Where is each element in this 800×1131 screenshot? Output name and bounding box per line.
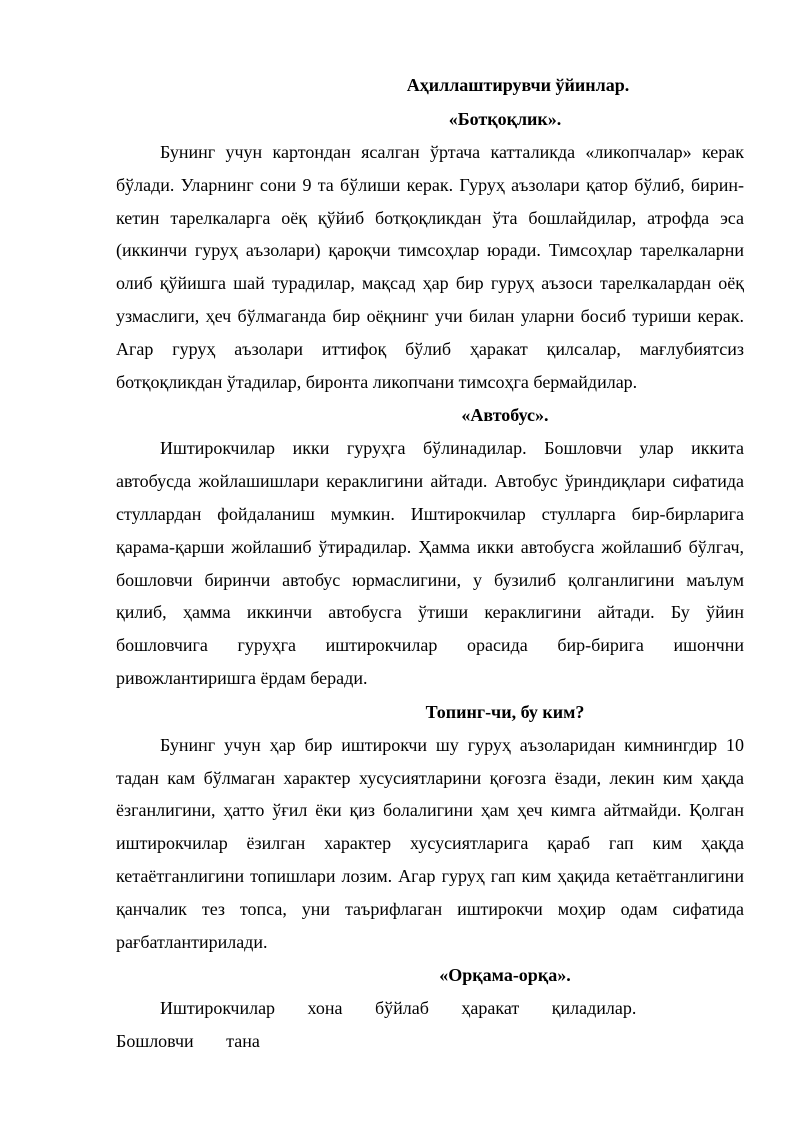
document-title: Аҳиллаштирувчи ўйинлар. xyxy=(406,75,630,95)
section-body-botqoqlik: Бунинг учун картондан ясалган ўртача катталикда «ликопчалар» керак бўлади. Уларнинг сони 9 та бўлиши керак. Гуруҳ аъзолари қатор бўлиб, бирин-кетин тарелкаларга оёқ қўйиб ботқоқликдан ўта бошлайдилар, атрофда эса (иккинчи гуруҳ аъзолари) қароқчи тимсоҳлар юради. Тимсоҳлар тарелкаларни олиб қўйишга шай турадилар, мақсад ҳар бир гуруҳ аъзоси тарелкалардан оёқ узмаслиги, ҳеч бўлмаганда бир оёқнинг учи билан уларни босиб туриши керак. Агар гуруҳ аъзолари иттифоқ бўлиб ҳаракат қилсалар, мағлубиятсиз ботқоқликдан ўтадилар, биронта ликопчани тимсоҳга бермайдилар. xyxy=(116,142,744,392)
section-body-toping-chi: Бунинг учун ҳар бир иштирокчи шу гуруҳ аъзоларидан кимнингдир 10 тадан кам бўлмаган характер хусусиятларини қоғозга ёзади, лекин ким ҳақда ёзганлигини, ҳатто ўғил ёки қиз болалигини ҳам ҳеч кимга айтмайди. Қолган иштирокчилар ёзилган характер хусусиятларига қараб гап ким ҳақда кетаётганлигини топишлари лозим. Агар гуруҳ гап ким ҳақида кетаётганлигини қанчалик тез топса, уни таърифлаган иштирокчи моҳир одам сифатида рағбатлантирилади. xyxy=(116,734,744,952)
section-heading-toping-chi: Топинг-чи, бу ким? xyxy=(425,701,585,722)
section-body-orqama-orqa: Иштирокчилар хона бўйлаб ҳаракат қиладилар. Бошловчи тана xyxy=(116,998,637,1052)
document-page xyxy=(116,68,744,1058)
section-heading-orqama-orqa: «Орқама-орқа». xyxy=(439,965,571,986)
section-heading-avtobus: «Автобус». xyxy=(461,405,549,426)
section-heading-botqoqlik: «Ботқоқлик». xyxy=(448,109,562,129)
section-body-avtobus: Иштирокчилар икки гуруҳга бўлинадилар. Бошловчи улар иккита автобусда жойлашишлари кераклигини айтади. Автобус ўриндиқлари сифатида стуллардан фойдаланиш мумкин. Иштирокчилар стулларга бир-бирларига қарама-қарши жойлашиб ўтирадилар. Ҳамма икки автобусга жойлашиб бўлгач, бошловчи биринчи автобус юрмаслигини, у бузилиб қолганлигини маълум қилиб, ҳамма иккинчи автобусга ўтиши кераклигини айтади. Бу ўйин бошловчига гуруҳга иштирокчилар орасида бир-бирига ишончни ривожлантиришга ёрдам беради. xyxy=(116,438,744,688)
